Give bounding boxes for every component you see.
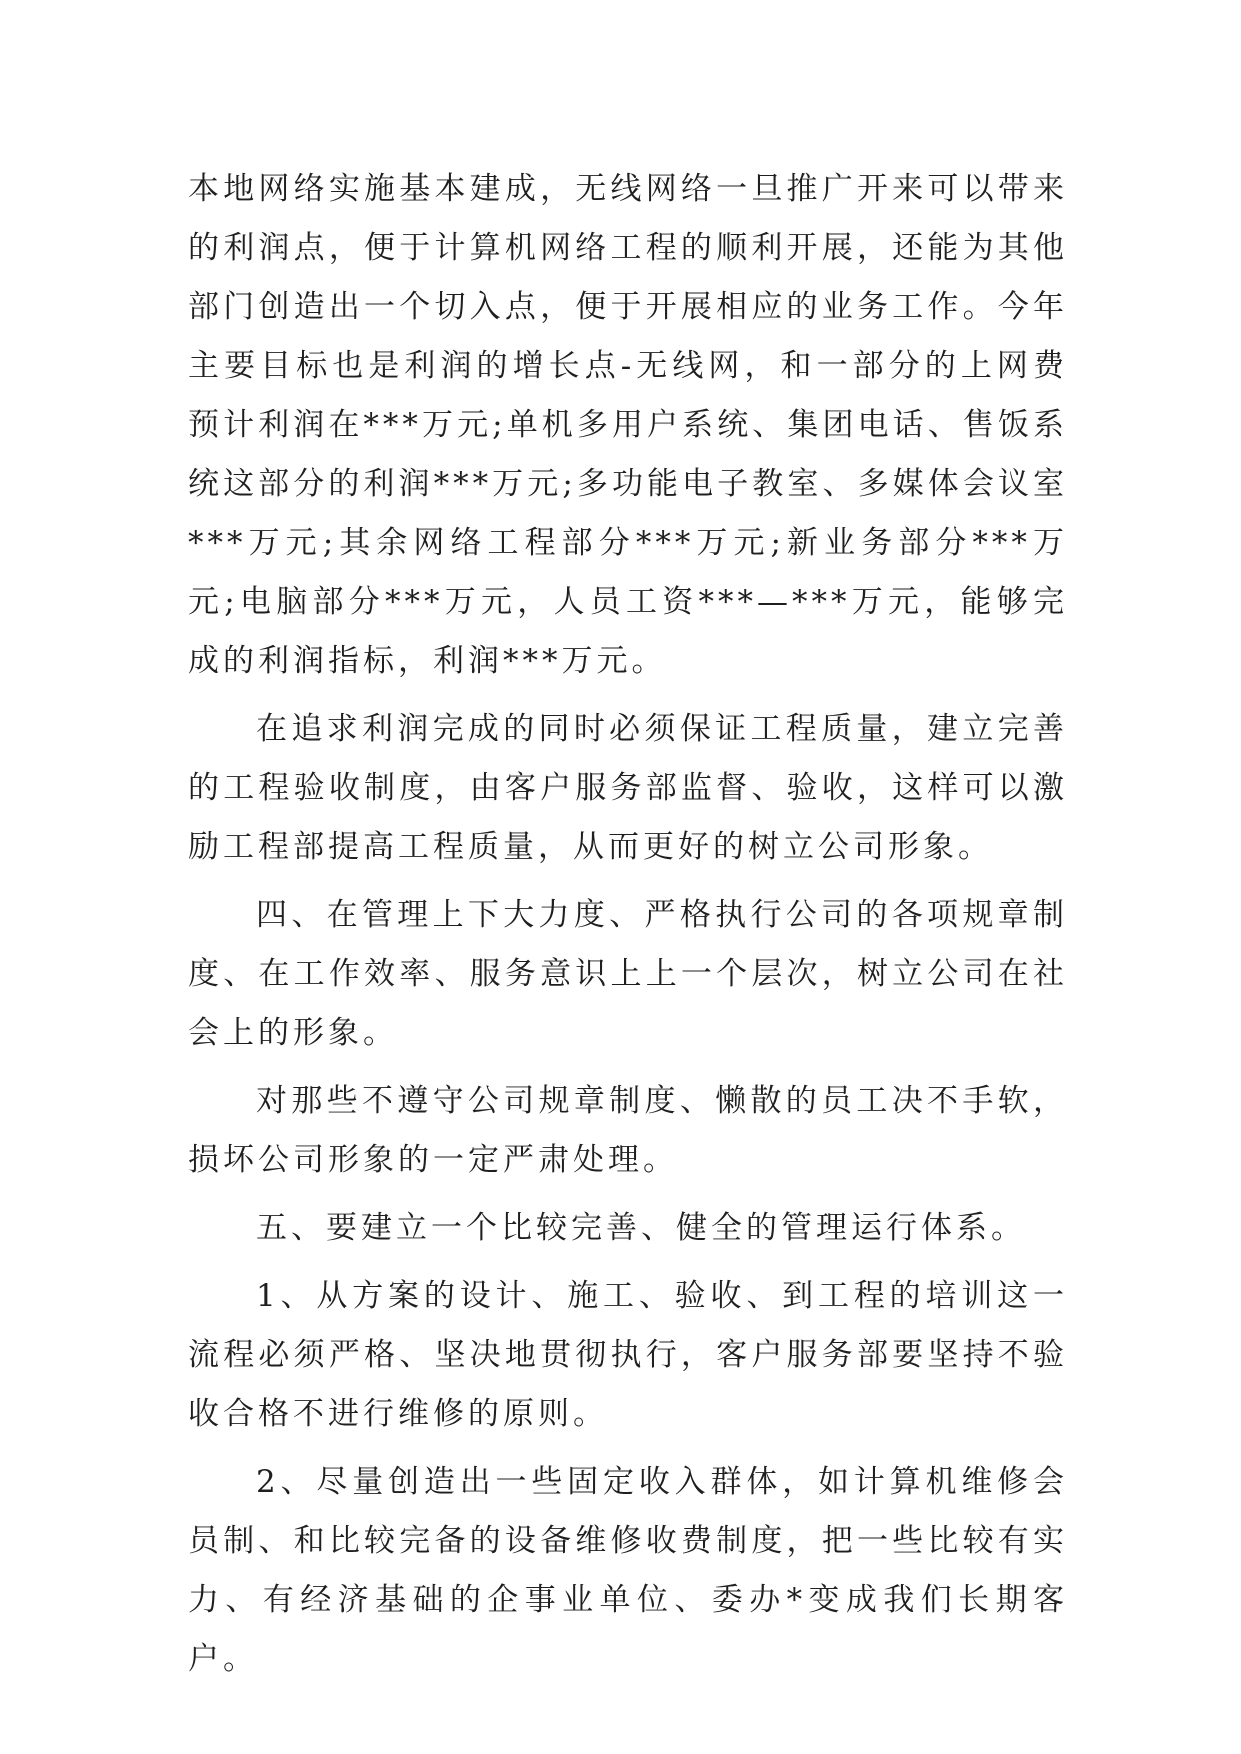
paragraph-7: 2、尽量创造出一些固定收入群体，如计算机维修会员制、和比较完备的设备维修收费制度，把一些比较有实力、有经济基础的企事业单位、委办*变成我们长期客户。: [188, 1464, 1068, 1677]
paragraph-5: 五、要建立一个比较完善、健全的管理运行体系。: [256, 1210, 1026, 1246]
paragraph-6: 1、从方案的设计、施工、验收、到工程的培训这一流程必须严格、坚决地贯彻执行，客户服务部要坚持不验收合格不进行维修的原则。: [188, 1278, 1068, 1432]
paragraph-2: 在追求利润完成的同时必须保证工程质量，建立完善的工程验收制度，由客户服务部监督、验收，这样可以激励工程部提高工程质量，从而更好的树立公司形象。: [188, 711, 1068, 865]
paragraph-4: 对那些不遵守公司规章制度、懒散的员工决不手软，损坏公司形象的一定严肃处理。: [188, 1083, 1068, 1178]
paragraph-3: 四、在管理上下大力度、严格执行公司的各项规章制度、在工作效率、服务意识上上一个层次，树立公司在社会上的形象。: [188, 897, 1068, 1051]
paragraph-1: 本地网络实施基本建成，无线网络一旦推广开来可以带来的利润点，便于计算机网络工程的顺利开展，还能为其他部门创造出一个切入点，便于开展相应的业务工作。今年主要目标也是利润的增长点-无线网，和一部分的上网费预计利润在***万元;单机多用户系统、集团电话、售饭系统这部分的利润***万元;多功能电子教室、多媒体会议室***万元;其余网络工程部分***万元;新业务部分***万元;电脑部分***万元，人员工资***—***万元，能够完成的利润指标，利润***万元。: [188, 171, 1068, 679]
document-body: [188, 160, 1068, 1698]
